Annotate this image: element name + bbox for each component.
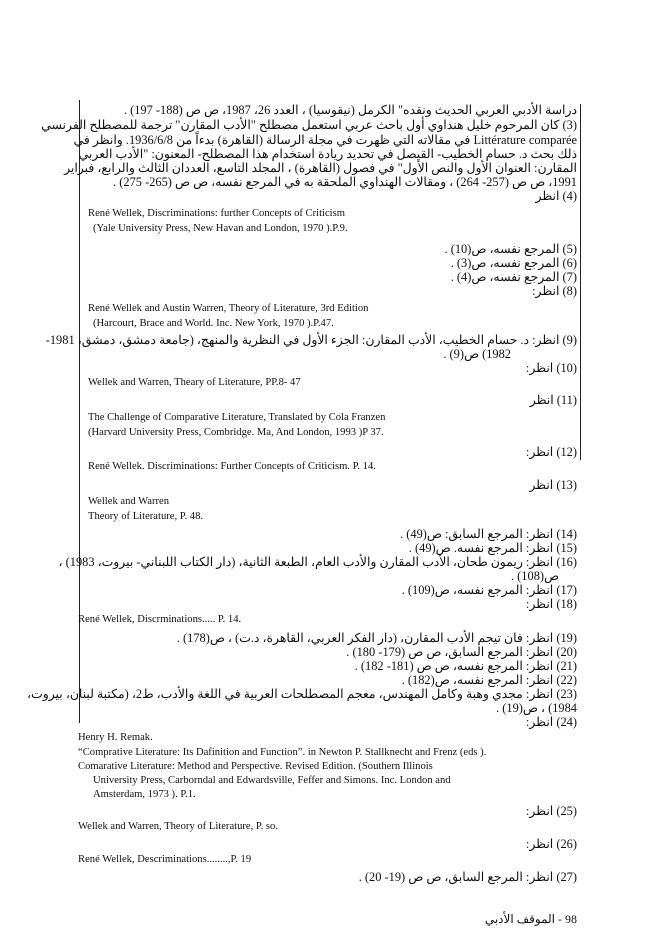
note-3-line-3: ذلك بحث د. حسام الخطيب- القيصل في تحديد ريادة استخدام هذا المصطلح- المعنون: "الأدب العربي [78,147,577,161]
note-4: (4) انظر [535,189,577,203]
margin-rule-left [79,100,80,723]
note-8-ref-2: (Harcourt, Brace and World. Inc. New York, 1970 ).P.47. [93,318,334,329]
note-24-ref-1: Henry H. Remak. [78,732,153,743]
note-25: (25) انظر: [525,804,577,818]
note-16-line-1: (16) انظر: ريمون طحان، الأدب المقارن والأدب العام، الطبعة الثانية، (دار الكتاب اللبناني- بيروت، 1983) ، [58,555,577,569]
note-11: (11) انظر [529,393,577,407]
note-8: (8) انظر: [532,284,577,298]
note-24-ref-4: University Press, Carborndal and Edwardsville, Feffer and Simons. Inc. London and [93,775,451,786]
note-11-ref-1: The Challenge of Comparative Literature, Translated by Cola Franzen [88,412,386,423]
note-3-line-1: (3) كان المرحوم خليل هنداوي أول باحث عربي استعمل مصطلح "الأدب المقارن" ترجمة للمصطلح الفرنسي [41,118,577,132]
note-20: (20) انظر: المرجع السابق، ص ص (179- 180) . [346,645,577,659]
note-22: (22) انظر: المرجع نفسه، ص(182) . [401,673,577,687]
note-21: (21) انظر: المرجع نفسه، ص ص (181- 182) . [354,659,577,673]
note-15: (15) انظر: المرجع نفسه. ص(49) . [408,541,577,555]
note-12-ref: René Wellek. Discriminations: Further Concepts of Criticism. P. 14. [88,461,376,472]
note-13: (13) انظر [529,478,577,492]
note-13-ref-1: Wellek and Warren [88,496,170,507]
note-23-line-2: 1984) ، ص(19) . [496,701,577,715]
note-24-ref-5: Amsterdam, 1973 ). P.1. [93,789,196,800]
note-26-ref: René Wellek, Descriminations........,P. 19 [78,854,252,865]
note-2-continuation: دراسة الأدبي العربي الحديث ونقده" الكرمل (نيقوسيا) ، العدد 26، 1987، ص ص (188- 197) . [123,103,577,117]
margin-rule-right [580,104,581,460]
note-6: (6) المرجع نفسه، ص(3) . [450,256,577,270]
note-13-ref-2: Theory of Literature, P. 48. [88,511,204,522]
note-26: (26) انظر: [525,837,577,851]
note-5: (5) المرجع نفسه، ص(10) . [444,242,577,256]
note-10-ref: Wellek and Warren, Theary of Literature, PP.8- 47 [88,377,301,388]
note-11-ref-2: (Harvard University Press, Combridge. Ma, And London, 1993 )P 37. [88,427,384,438]
note-24: (24) انظر: [525,715,577,729]
note-25-ref: Wellek and Warren, Theory of Literature, P. so. [78,821,279,832]
note-12: (12) انظر: [525,445,577,459]
note-24-ref-2: “Comprative Literature: Its Dafinition and Function”. in Newton P. Stallknecht and Frenz (eds ). [78,747,487,758]
note-14: (14) انظر: المرجع السابق: ص(49) . [400,527,577,541]
page-footer: 98 - الموقف الأدبي [484,912,577,926]
note-9-line-1: (9) انظر: د. حسام الخطيب، الأدب المقارن: الجزء الأول في النظرية والمنهج، (جامعة دمشق، دمشق، 1981- [45,333,577,347]
note-9-line-2: 1982) ص(9) . [443,347,511,361]
note-18-ref: René Wellek, Discrminations..... P. 14. [78,614,242,625]
note-4-ref-1: René Wellek, Discriminations: further Concepts of Criticism [88,208,345,219]
note-3-line-2: Littérature comparée في مقالاته التي ظهرت في مجلة الرسالة (القاهرة) بدءاً من 1936/6/8. وانظر في [73,133,577,147]
note-19: (19) انظر: فان تيجم الأدب المقارن، (دار الفكر العربي، القاهرة، د.ت) ، ص(178) . [176,631,577,645]
note-17: (17) انظر: المرجع نفسه، ص(109) . [401,583,577,597]
note-23-line-1: (23) انظر: مجدي وهبة وكامل المهندس، معجم المصطلحات العربية في اللغة والأدب، ط2، (مكتبة لبنان، بيروت، [27,687,577,701]
note-16-line-2: ص(108) . [510,569,559,583]
note-4-ref-2: (Yale University Press, New Havan and London, 1970 ).P.9. [93,223,348,234]
note-18: (18) انظر: [525,597,577,611]
note-24-ref-3: Comarative Literature: Method and Perspective. Revised Edition. (Southern Illinois [78,761,433,772]
note-7: (7) المرجع نفسه، ص(4) . [450,270,577,284]
note-3-line-5: 1991، ص ص (257- 264) ، ومقالات الهنداوي الملحقة به في المرجع نفسه، ص ص (265- 275) . [113,175,577,189]
note-10: (10) انظر: [525,361,577,375]
note-8-ref-1: René Wellek and Austin Warren, Theory of Literature, 3rd Edition [88,303,369,314]
note-27: (27) انظر: المرجع السابق، ص ص (19- 20) . [358,870,577,884]
note-3-line-4: المقارن: العنوان الأول والنص الأول" في فصول (القاهرة) ، المجلد التاسع، العددان الثالث والرابع، فبراير [64,161,577,175]
